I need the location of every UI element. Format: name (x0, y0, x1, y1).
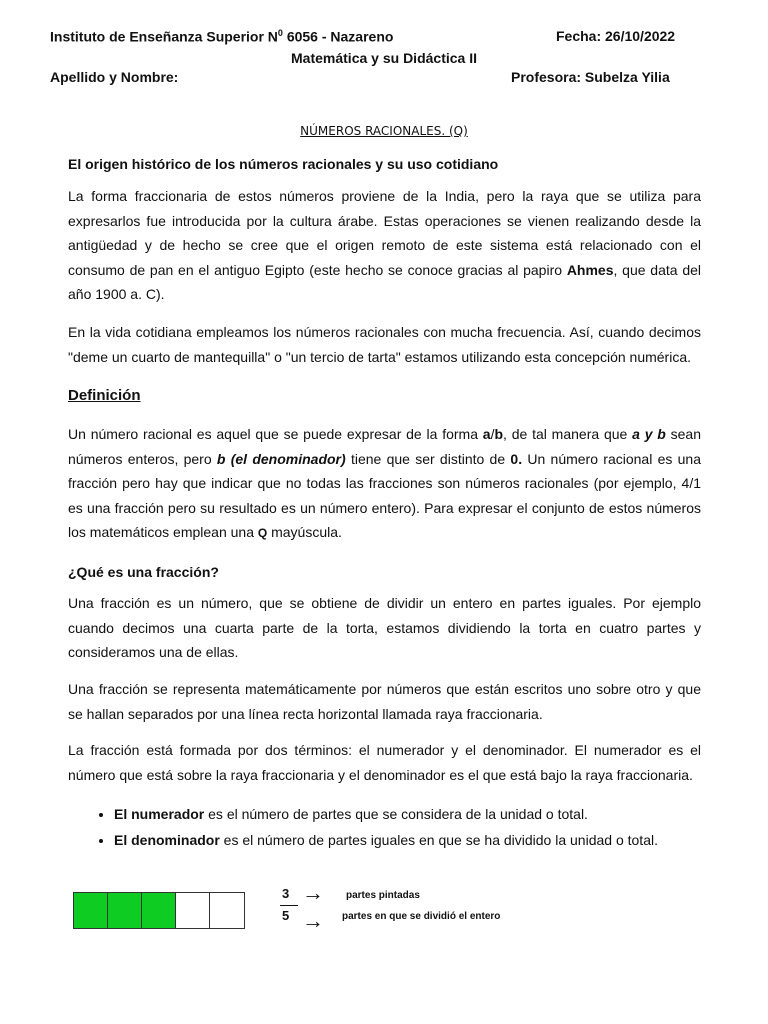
definition-heading: Definición (68, 387, 141, 404)
bar-cell-filled (108, 893, 142, 928)
course-name: Matemática y su Didáctica II (291, 50, 477, 66)
bar-cell-empty (210, 893, 244, 928)
denominator: 5 (282, 908, 290, 923)
definition-paragraph: Un número racional es aquel que se puede expresar de la forma a/b, de tal manera que a y b sean números enteros, pero b (el denominador) tiene que ser distinto de 0. Un número racional es una fracción pero hay que indicar que no todas las fracciones son números racionales (por ejemplo, 4/1 es una fracción pero su resultado es un número entero). Para expresar el conjunto de estos números los matemáticos emplean una Q mayúscula. (68, 426, 701, 540)
fraction-heading: ¿Qué es una fracción? (68, 564, 219, 580)
arrow-right-icon: → (302, 908, 324, 933)
bar-cell-empty (176, 893, 210, 928)
fraction-line (280, 905, 298, 906)
fraction-terms-paragraph: La fracción está formada por dos términos: el numerador y el denominador. El numerador es el número que está sobre la raya fraccionaria y el denominador es el que está bajo la raya fraccionaria. (68, 742, 701, 783)
fraction-definition-paragraph: Una fracción es un número, que se obtiene de dividir un entero en partes iguales. Por ejemplo cuando decimos una cuarta parte de la torta, estamos dividiendo la torta en cuatro partes y consideramos una de ellas. (68, 595, 701, 660)
daily-use-paragraph: En la vida cotidiana empleamos los números racionales con mucha frecuencia. Así, cuando decimos "deme un cuarto de mantequilla" o "un tercio de tarta" estamos utilizando esta concepción numérica. (68, 324, 701, 365)
list-item: • El numerador es el número de partes que se considera de la unidad o total. (114, 801, 754, 827)
numerator-label: partes pintadas (346, 890, 420, 901)
rational-set-symbol: Q (257, 526, 268, 540)
fraction-bar (73, 892, 245, 929)
bar-cell-filled (142, 893, 176, 928)
numerator: 3 (282, 886, 290, 901)
section-heading-origin: El origen histórico de los números racionales y su uso cotidiano (68, 156, 499, 172)
bar-cell-filled (74, 893, 108, 928)
date: Fecha: 26/10/2022 (556, 28, 676, 44)
terms-list (68, 801, 754, 853)
institute-name: Instituto de Enseñanza Superior $N^0$ 6056 - Nazareno (50, 28, 394, 45)
student-name-label: Apellido y Nombre: (50, 69, 179, 85)
arrow-right-icon: → (302, 880, 324, 905)
list-item: • El denominador es el número de partes iguales en que se ha dividido la unidad o total. (114, 827, 754, 853)
teacher-name: Profesora: Subelza Yilia (511, 69, 670, 85)
denominator-label: partes en que se dividió el entero (342, 911, 501, 922)
fraction-representation-paragraph: Una fracción se representa matemáticamente por números que están escritos uno sobre otro y que se hallan separados por una línea recta horizontal llamada raya fraccionaria. (68, 681, 701, 722)
origin-paragraph: La forma fraccionaria de estos números proviene de la India, pero la raya que se utiliza para expresarlos fue introducida por la cultura árabe. Estas operaciones se vienen realizando desde la antigüedad y de hecho se cree que el origen remoto de este sistema está relacionado con el consumo de pan en el antiguo Egipto (este hecho se conoce gracias al papiro Ahmes, que data del año 1900 a. C). (68, 188, 701, 302)
document-title: NÚMEROS RACIONALES. (Q) (300, 124, 468, 138)
